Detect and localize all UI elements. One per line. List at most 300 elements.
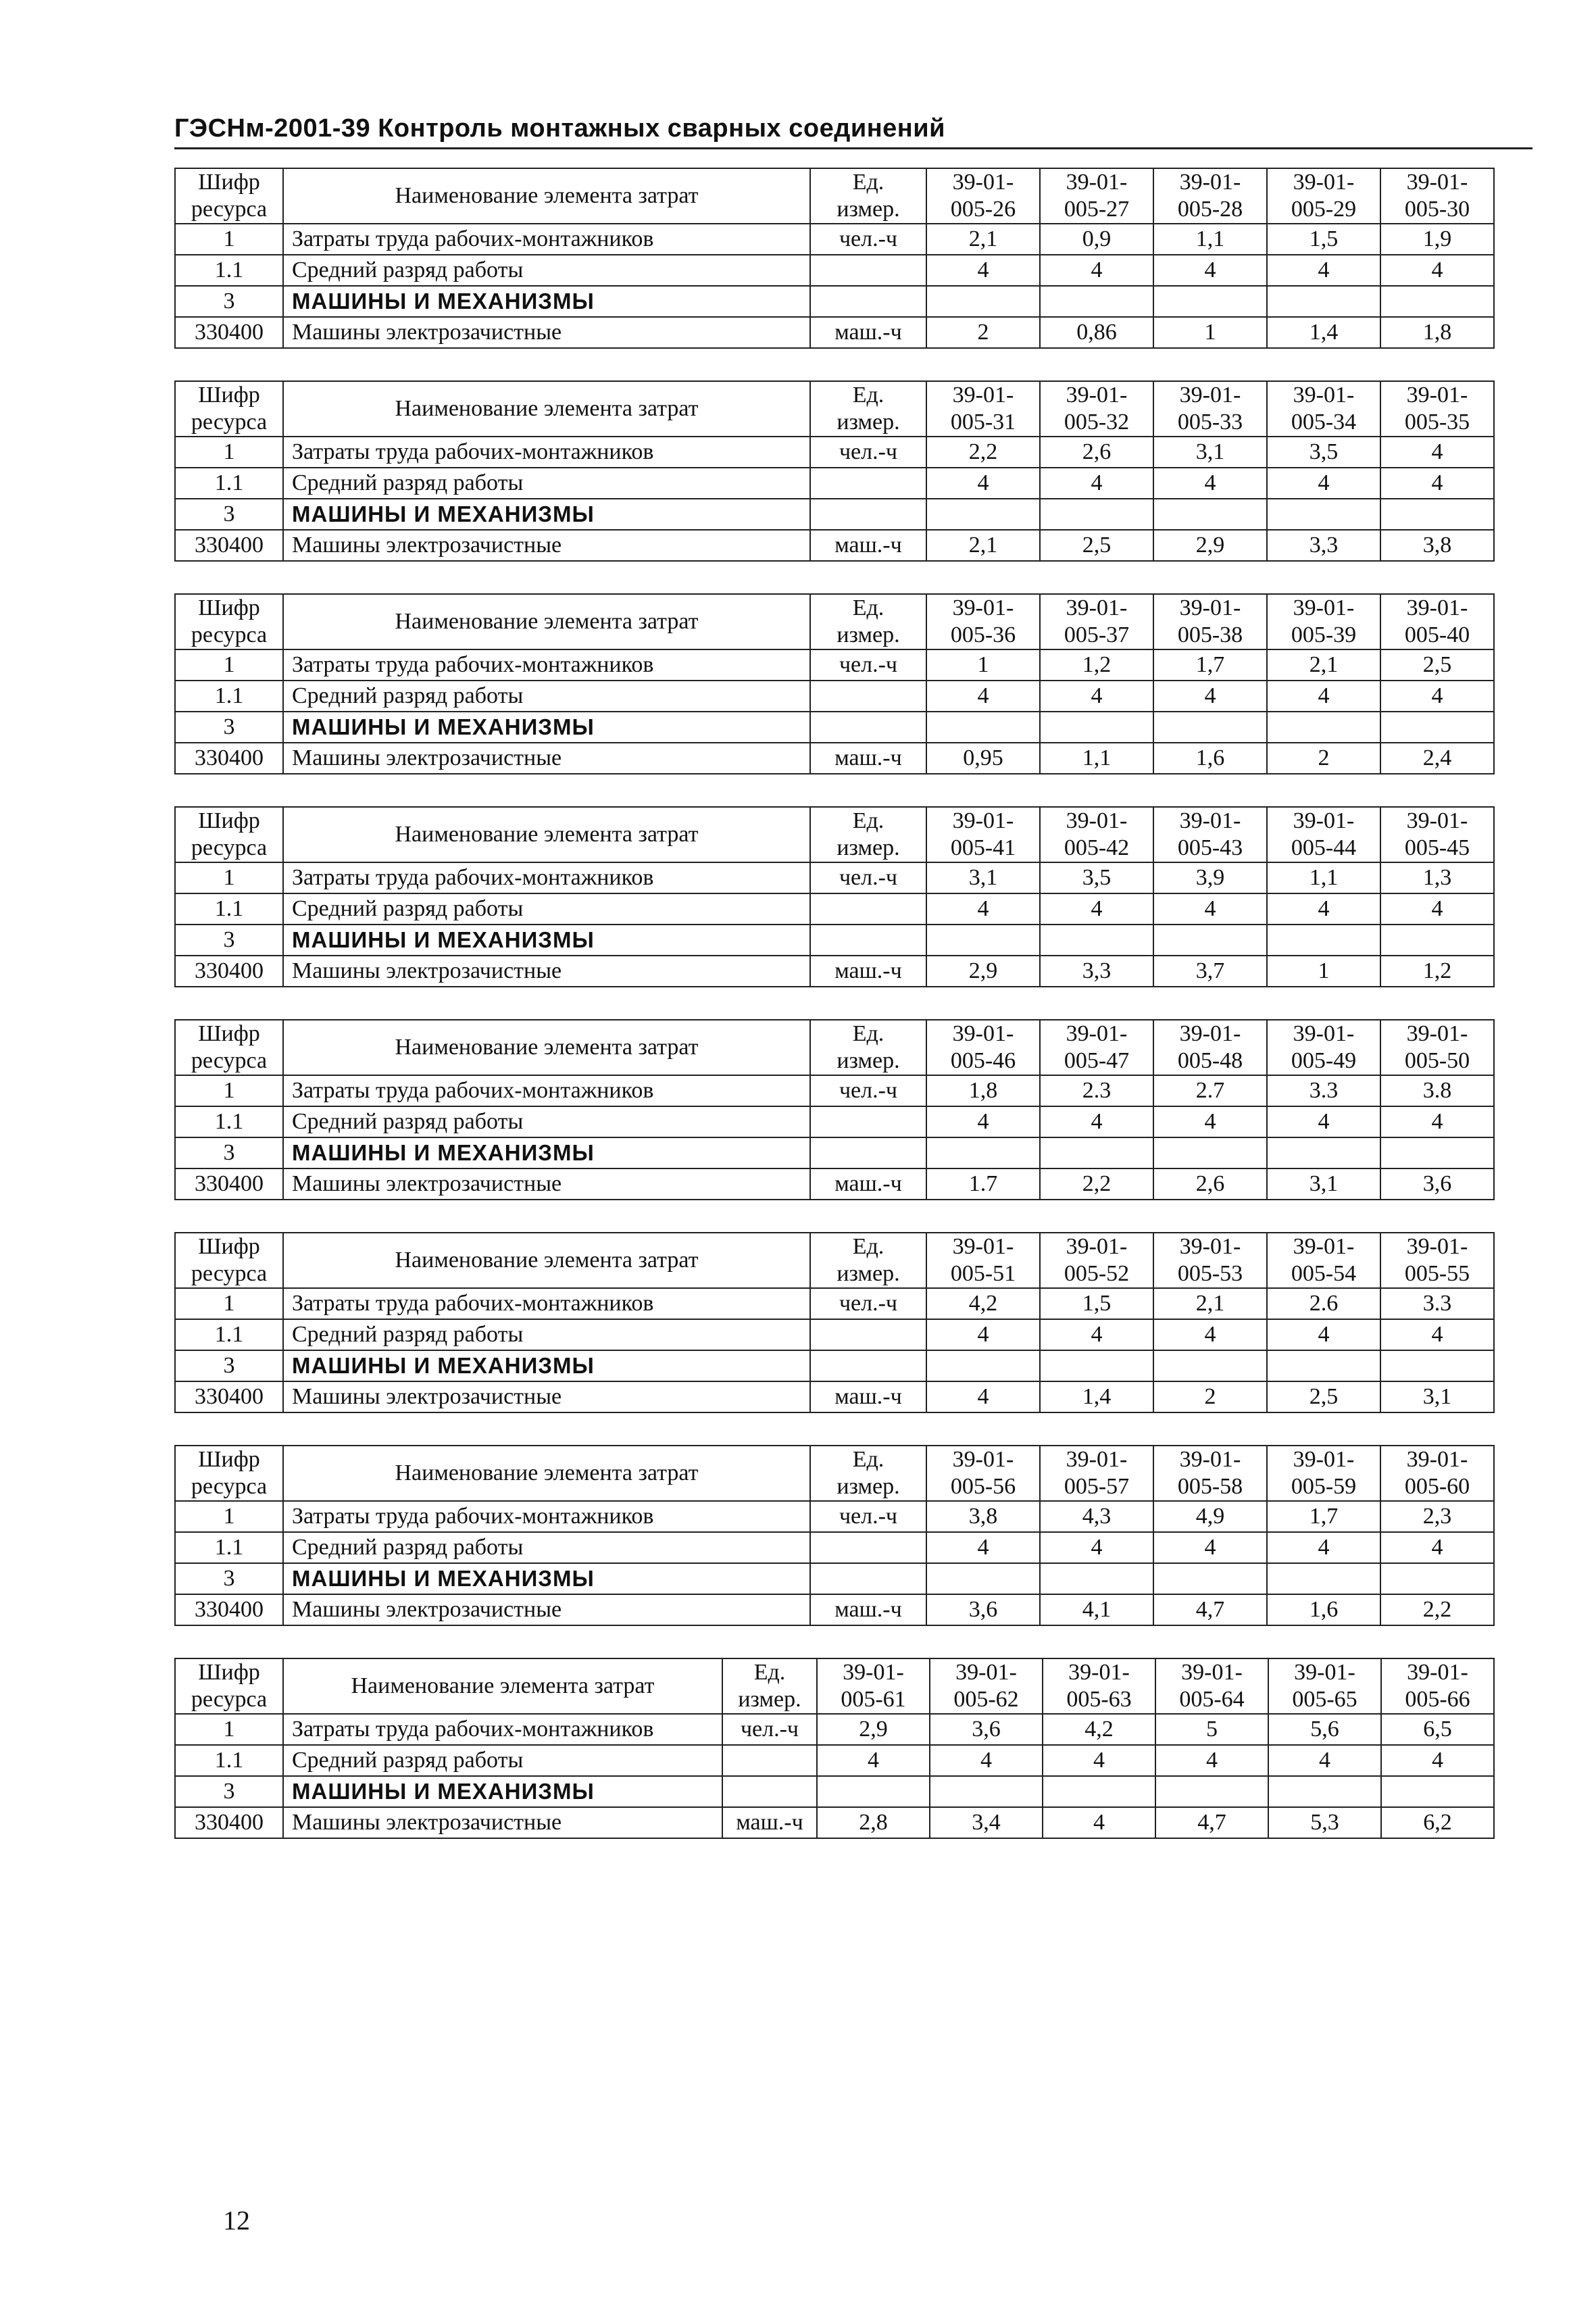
row-value: [1380, 925, 1494, 956]
header-name: Наименование элемента затрат: [283, 168, 810, 224]
table-header-row: [175, 1020, 1494, 1075]
norm-suffix: 005-51: [950, 1261, 1016, 1286]
header-code-line1: Шифр: [198, 170, 260, 195]
row-value: 4,2: [1043, 1714, 1155, 1745]
row-value: 1,9: [1380, 224, 1494, 255]
header-unit: [810, 1446, 926, 1501]
norm-prefix: 39-01-: [952, 595, 1014, 620]
row-value: 3,3: [1040, 956, 1153, 987]
row-value: 1,4: [1040, 1381, 1153, 1412]
table-row: [175, 862, 1494, 893]
row-value: [1380, 1137, 1494, 1168]
row-value: 4: [1380, 255, 1494, 286]
header-norm-code: [926, 381, 1040, 437]
norm-suffix: 005-60: [1404, 1474, 1470, 1499]
row-value: [1043, 1776, 1155, 1807]
row-value: 3.3: [1380, 1288, 1494, 1319]
header-code-line2: ресурса: [191, 410, 268, 435]
row-value: 4: [1040, 1532, 1153, 1563]
row-value: [926, 499, 1040, 530]
norm-prefix: 39-01-: [952, 1447, 1014, 1472]
row-unit: маш.-ч: [810, 1168, 926, 1200]
header-code-line2: ресурса: [191, 835, 268, 860]
row-value: [1380, 499, 1494, 530]
row-unit: чел.-ч: [810, 649, 926, 681]
row-value: 4: [926, 893, 1040, 925]
row-value: 2,9: [1153, 530, 1267, 561]
header-norm-code: [1040, 807, 1153, 862]
row-unit: [810, 893, 926, 925]
row-name: Машины электрозачистные: [283, 1381, 810, 1412]
norm-prefix: 39-01-: [952, 1234, 1014, 1259]
norm-suffix: 005-61: [841, 1687, 906, 1712]
norm-suffix: 005-44: [1291, 835, 1357, 860]
header-code-line1: Шифр: [198, 1234, 260, 1259]
row-value: 5,6: [1268, 1714, 1381, 1745]
row-value: 1,1: [1040, 743, 1153, 774]
row-unit: [810, 1319, 926, 1350]
row-code: 330400: [175, 956, 283, 987]
header-name: Наименование элемента затрат: [283, 807, 810, 862]
norm-table: [174, 1445, 1495, 1626]
header-unit: [810, 594, 926, 649]
header-unit-line2: измер.: [837, 1261, 900, 1286]
norm-suffix: 005-31: [950, 410, 1016, 435]
header-norm-code: [926, 1233, 1040, 1288]
norm-prefix: 39-01-: [1293, 1234, 1355, 1259]
header-unit-line1: Ед.: [852, 808, 884, 833]
header-code-line2: ресурса: [191, 622, 268, 647]
row-value: [1381, 1776, 1494, 1807]
row-value: 4,1: [1040, 1594, 1153, 1625]
table-row: [175, 1075, 1494, 1106]
norm-suffix: 005-36: [950, 622, 1016, 647]
header-unit: [810, 168, 926, 224]
norm-prefix: 39-01-: [1179, 1021, 1241, 1046]
header-code: [175, 1233, 283, 1288]
row-code: 1.1: [175, 468, 283, 499]
row-value: 4: [1380, 681, 1494, 712]
table-row: [175, 956, 1494, 987]
header-code-line1: Шифр: [198, 1021, 260, 1046]
header-unit-line2: измер.: [837, 1474, 900, 1499]
row-value: 3,9: [1153, 862, 1267, 893]
row-value: 4: [1040, 468, 1153, 499]
row-name: Затраты труда рабочих-монтажников: [283, 1075, 810, 1106]
header-code: [175, 168, 283, 224]
norm-suffix: 005-57: [1064, 1474, 1130, 1499]
row-code: 330400: [175, 1594, 283, 1625]
norm-suffix: 005-63: [1066, 1687, 1132, 1712]
row-name: Машины электрозачистные: [283, 530, 810, 561]
table-row: [175, 1532, 1494, 1563]
header-norm-code: [1267, 1233, 1380, 1288]
row-value: 2,1: [926, 224, 1040, 255]
row-code: 3: [175, 499, 283, 530]
norm-suffix: 005-66: [1405, 1687, 1470, 1712]
row-value: 2,9: [926, 956, 1040, 987]
header-norm-code: [1380, 1233, 1494, 1288]
norm-suffix: 005-47: [1064, 1048, 1130, 1073]
row-name: МАШИНЫ И МЕХАНИЗМЫ: [283, 286, 810, 317]
header-norm-code: [1380, 807, 1494, 862]
row-name: Машины электрозачистные: [283, 317, 810, 348]
norm-prefix: 39-01-: [1066, 808, 1128, 833]
header-code-line2: ресурса: [191, 197, 268, 222]
table-row: [175, 317, 1494, 348]
row-value: 5: [1155, 1714, 1268, 1745]
norm-table: [174, 168, 1495, 349]
row-code: 3: [175, 1563, 283, 1594]
row-value: 3,8: [1380, 530, 1494, 561]
header-norm-code: [1267, 381, 1380, 437]
row-value: 4: [1380, 1319, 1494, 1350]
norm-prefix: 39-01-: [1406, 1447, 1468, 1472]
row-unit: [810, 1563, 926, 1594]
row-value: [1153, 712, 1267, 743]
row-value: 3.8: [1380, 1075, 1494, 1106]
row-value: 4: [817, 1745, 930, 1776]
norm-prefix: 39-01-: [1406, 595, 1468, 620]
norm-suffix: 005-32: [1064, 410, 1130, 435]
row-value: 2,2: [1040, 1168, 1153, 1200]
row-value: 4: [1153, 681, 1267, 712]
row-value: 4: [926, 1532, 1040, 1563]
page-header-title: ГЭСНм-2001-39 Контроль монтажных сварных соединений: [174, 114, 945, 143]
header-unit-line1: Ед.: [753, 1660, 786, 1685]
row-value: 2,5: [1040, 530, 1153, 561]
row-unit: [722, 1745, 817, 1776]
row-value: 2,1: [1267, 649, 1380, 681]
row-code: 1: [175, 224, 283, 255]
row-value: [1153, 925, 1267, 956]
row-code: 330400: [175, 1807, 283, 1838]
row-value: [1267, 712, 1380, 743]
table-header-row: [175, 381, 1494, 437]
header-unit-line1: Ед.: [852, 1234, 884, 1259]
row-value: 4: [926, 255, 1040, 286]
row-name: Затраты труда рабочих-монтажников: [283, 649, 810, 681]
row-unit: чел.-ч: [810, 224, 926, 255]
row-value: 1,7: [1267, 1501, 1380, 1532]
header-unit-line1: Ед.: [852, 1447, 884, 1472]
header-unit-line2: измер.: [837, 197, 900, 222]
row-value: 4: [926, 1381, 1040, 1412]
header-norm-code: [1380, 1446, 1494, 1501]
header-norm-code: [926, 168, 1040, 224]
header-code-line2: ресурса: [191, 1474, 268, 1499]
table-row: [175, 468, 1494, 499]
table-row: [175, 649, 1494, 681]
row-code: 3: [175, 286, 283, 317]
row-value: 4: [926, 681, 1040, 712]
row-value: 3,1: [926, 862, 1040, 893]
row-value: 1,2: [1040, 649, 1153, 681]
row-value: 1,1: [1153, 224, 1267, 255]
header-norm-code: [1267, 1446, 1380, 1501]
row-value: 4: [1381, 1745, 1494, 1776]
row-value: [1153, 499, 1267, 530]
row-value: [926, 712, 1040, 743]
row-name: Средний разряд работы: [283, 1745, 722, 1776]
norm-prefix: 39-01-: [952, 1021, 1014, 1046]
row-code: 330400: [175, 317, 283, 348]
row-value: 4: [926, 468, 1040, 499]
header-code: [175, 1446, 283, 1501]
row-value: 2,5: [1267, 1381, 1380, 1412]
header-name: Наименование элемента затрат: [283, 1658, 722, 1714]
row-value: 1: [1153, 317, 1267, 348]
row-code: 3: [175, 1776, 283, 1807]
table-row: [175, 437, 1494, 468]
table-row: [175, 925, 1494, 956]
norm-prefix: 39-01-: [1066, 383, 1128, 408]
row-value: 1,1: [1267, 862, 1380, 893]
table-row: [175, 1168, 1494, 1200]
norm-suffix: 005-64: [1179, 1687, 1245, 1712]
row-value: 2: [1153, 1381, 1267, 1412]
row-value: [1153, 1350, 1267, 1381]
row-value: 4: [1268, 1745, 1381, 1776]
row-value: [1040, 1563, 1153, 1594]
table-row: [175, 1381, 1494, 1412]
row-value: 4: [1267, 255, 1380, 286]
norm-prefix: 39-01-: [1066, 1021, 1128, 1046]
row-unit: чел.-ч: [810, 1075, 926, 1106]
row-value: [1267, 1137, 1380, 1168]
row-value: [1380, 1563, 1494, 1594]
norm-suffix: 005-40: [1404, 622, 1470, 647]
row-value: [926, 1137, 1040, 1168]
header-norm-code: [1040, 594, 1153, 649]
norm-suffix: 005-28: [1177, 197, 1243, 222]
table-row: [175, 224, 1494, 255]
table-header-row: [175, 168, 1494, 224]
table-row: [175, 1106, 1494, 1137]
row-name: МАШИНЫ И МЕХАНИЗМЫ: [283, 1137, 810, 1168]
row-value: 4: [1040, 1106, 1153, 1137]
table-row: [175, 286, 1494, 317]
header-unit: [810, 807, 926, 862]
header-norm-code: [1380, 1020, 1494, 1075]
header-unit: [810, 381, 926, 437]
row-value: 4: [1267, 893, 1380, 925]
row-name: Затраты труда рабочих-монтажников: [283, 437, 810, 468]
norm-prefix: 39-01-: [1406, 1021, 1468, 1046]
norm-prefix: 39-01-: [1293, 383, 1355, 408]
row-value: 2,6: [1153, 1168, 1267, 1200]
header-code: [175, 1020, 283, 1075]
row-name: Средний разряд работы: [283, 1106, 810, 1137]
norm-prefix: 39-01-: [1406, 808, 1468, 833]
norm-prefix: 39-01-: [1294, 1660, 1355, 1685]
table-row: [175, 1594, 1494, 1625]
row-value: 1,2: [1380, 956, 1494, 987]
row-code: 1: [175, 862, 283, 893]
row-unit: чел.-ч: [810, 437, 926, 468]
row-value: 2,8: [817, 1807, 930, 1838]
norm-prefix: 39-01-: [843, 1660, 904, 1685]
row-value: 4: [926, 1319, 1040, 1350]
norm-suffix: 005-38: [1177, 622, 1243, 647]
norm-suffix: 005-65: [1292, 1687, 1357, 1712]
row-unit: маш.-ч: [810, 530, 926, 561]
norm-suffix: 005-46: [950, 1048, 1016, 1073]
row-value: 4: [1153, 1319, 1267, 1350]
row-name: МАШИНЫ И МЕХАНИЗМЫ: [283, 499, 810, 530]
header-norm-code: [1040, 1233, 1153, 1288]
row-unit: чел.-ч: [722, 1714, 817, 1745]
row-value: 3,3: [1267, 530, 1380, 561]
row-value: 6,5: [1381, 1714, 1494, 1745]
row-name: Средний разряд работы: [283, 255, 810, 286]
row-value: 2,2: [926, 437, 1040, 468]
table-row: [175, 1776, 1494, 1807]
header-name: Наименование элемента затрат: [283, 594, 810, 649]
row-value: 0,9: [1040, 224, 1153, 255]
header-norm-code: [1040, 1020, 1153, 1075]
norm-prefix: 39-01-: [1293, 170, 1355, 195]
norm-suffix: 005-39: [1291, 622, 1357, 647]
header-norm-code: [1153, 168, 1267, 224]
norm-prefix: 39-01-: [1406, 170, 1468, 195]
row-value: 4: [1267, 468, 1380, 499]
row-code: 1.1: [175, 1319, 283, 1350]
row-value: 4,7: [1153, 1594, 1267, 1625]
norm-suffix: 005-33: [1177, 410, 1243, 435]
norm-suffix: 005-62: [953, 1687, 1019, 1712]
row-code: 330400: [175, 530, 283, 561]
row-value: 1,8: [926, 1075, 1040, 1106]
row-value: 4: [1153, 893, 1267, 925]
row-value: [1380, 712, 1494, 743]
row-value: 3,7: [1153, 956, 1267, 987]
header-unit: [722, 1658, 817, 1714]
row-unit: [810, 1137, 926, 1168]
row-value: 4: [1153, 255, 1267, 286]
table-header-row: [175, 807, 1494, 862]
header-norm-code: [926, 594, 1040, 649]
header-code: [175, 1658, 283, 1714]
row-code: 3: [175, 925, 283, 956]
norm-prefix: 39-01-: [1179, 1234, 1241, 1259]
row-code: 1: [175, 1714, 283, 1745]
header-norm-code: [1268, 1658, 1381, 1714]
header-norm-code: [1043, 1658, 1155, 1714]
norm-suffix: 005-50: [1404, 1048, 1470, 1073]
header-code-line1: Шифр: [198, 808, 260, 833]
row-name: МАШИНЫ И МЕХАНИЗМЫ: [283, 1563, 810, 1594]
row-value: [1040, 925, 1153, 956]
row-value: 4: [1267, 1106, 1380, 1137]
row-unit: [810, 286, 926, 317]
row-value: 4: [1153, 468, 1267, 499]
page-header: [174, 114, 1532, 149]
header-unit-line2: измер.: [837, 410, 900, 435]
row-code: 1.1: [175, 1745, 283, 1776]
header-norm-code: [1155, 1658, 1268, 1714]
row-value: [926, 1350, 1040, 1381]
header-unit: [810, 1020, 926, 1075]
norm-suffix: 005-54: [1291, 1261, 1357, 1286]
norm-table: [174, 593, 1495, 774]
norm-suffix: 005-41: [950, 835, 1016, 860]
row-value: 1: [1267, 956, 1380, 987]
norm-suffix: 005-34: [1291, 410, 1357, 435]
row-value: 1,5: [1267, 224, 1380, 255]
row-value: 4,2: [926, 1288, 1040, 1319]
norm-suffix: 005-42: [1064, 835, 1130, 860]
row-value: 3,8: [926, 1501, 1040, 1532]
row-unit: маш.-ч: [810, 956, 926, 987]
row-value: 4: [1380, 893, 1494, 925]
row-value: 2,3: [1380, 1501, 1494, 1532]
norm-prefix: 39-01-: [1179, 595, 1241, 620]
row-value: 3,6: [926, 1594, 1040, 1625]
row-value: 2: [926, 317, 1040, 348]
row-value: 4: [1040, 893, 1153, 925]
header-norm-code: [1153, 381, 1267, 437]
header-norm-code: [926, 807, 1040, 862]
row-value: 4: [1267, 1532, 1380, 1563]
norm-suffix: 005-56: [950, 1474, 1016, 1499]
header-norm-code: [930, 1658, 1043, 1714]
row-value: 1,7: [1153, 649, 1267, 681]
row-unit: [810, 1106, 926, 1137]
norm-suffix: 005-59: [1291, 1474, 1357, 1499]
row-value: [930, 1776, 1043, 1807]
table-row: [175, 1807, 1494, 1838]
norm-prefix: 39-01-: [1293, 595, 1355, 620]
table-row: [175, 743, 1494, 774]
table-row: [175, 893, 1494, 925]
row-value: [817, 1776, 930, 1807]
header-norm-code: [926, 1446, 1040, 1501]
row-code: 1: [175, 649, 283, 681]
row-unit: [810, 925, 926, 956]
norm-prefix: 39-01-: [1066, 170, 1128, 195]
row-code: 1.1: [175, 1106, 283, 1137]
norm-prefix: 39-01-: [955, 1660, 1017, 1685]
row-value: [926, 286, 1040, 317]
norm-prefix: 39-01-: [1179, 383, 1241, 408]
header-norm-code: [1153, 1446, 1267, 1501]
row-value: [1268, 1776, 1381, 1807]
header-code: [175, 381, 283, 437]
norm-prefix: 39-01-: [1181, 1660, 1243, 1685]
header-norm-code: [1153, 807, 1267, 862]
row-value: 3.3: [1267, 1075, 1380, 1106]
row-code: 1.1: [175, 893, 283, 925]
header-unit-line2: измер.: [738, 1687, 801, 1712]
row-unit: [810, 499, 926, 530]
norm-prefix: 39-01-: [1066, 1447, 1128, 1472]
norm-prefix: 39-01-: [1293, 1021, 1355, 1046]
row-value: 3,5: [1267, 437, 1380, 468]
row-value: [1267, 1563, 1380, 1594]
row-value: 2.6: [1267, 1288, 1380, 1319]
norm-prefix: 39-01-: [1179, 1447, 1241, 1472]
norm-suffix: 005-45: [1404, 835, 1470, 860]
row-value: 2,2: [1380, 1594, 1494, 1625]
row-value: [1153, 286, 1267, 317]
row-value: [926, 925, 1040, 956]
header-name: Наименование элемента затрат: [283, 1020, 810, 1075]
header-code-line1: Шифр: [198, 383, 260, 408]
row-value: [1267, 1350, 1380, 1381]
norm-prefix: 39-01-: [1293, 808, 1355, 833]
norm-prefix: 39-01-: [1293, 1447, 1355, 1472]
